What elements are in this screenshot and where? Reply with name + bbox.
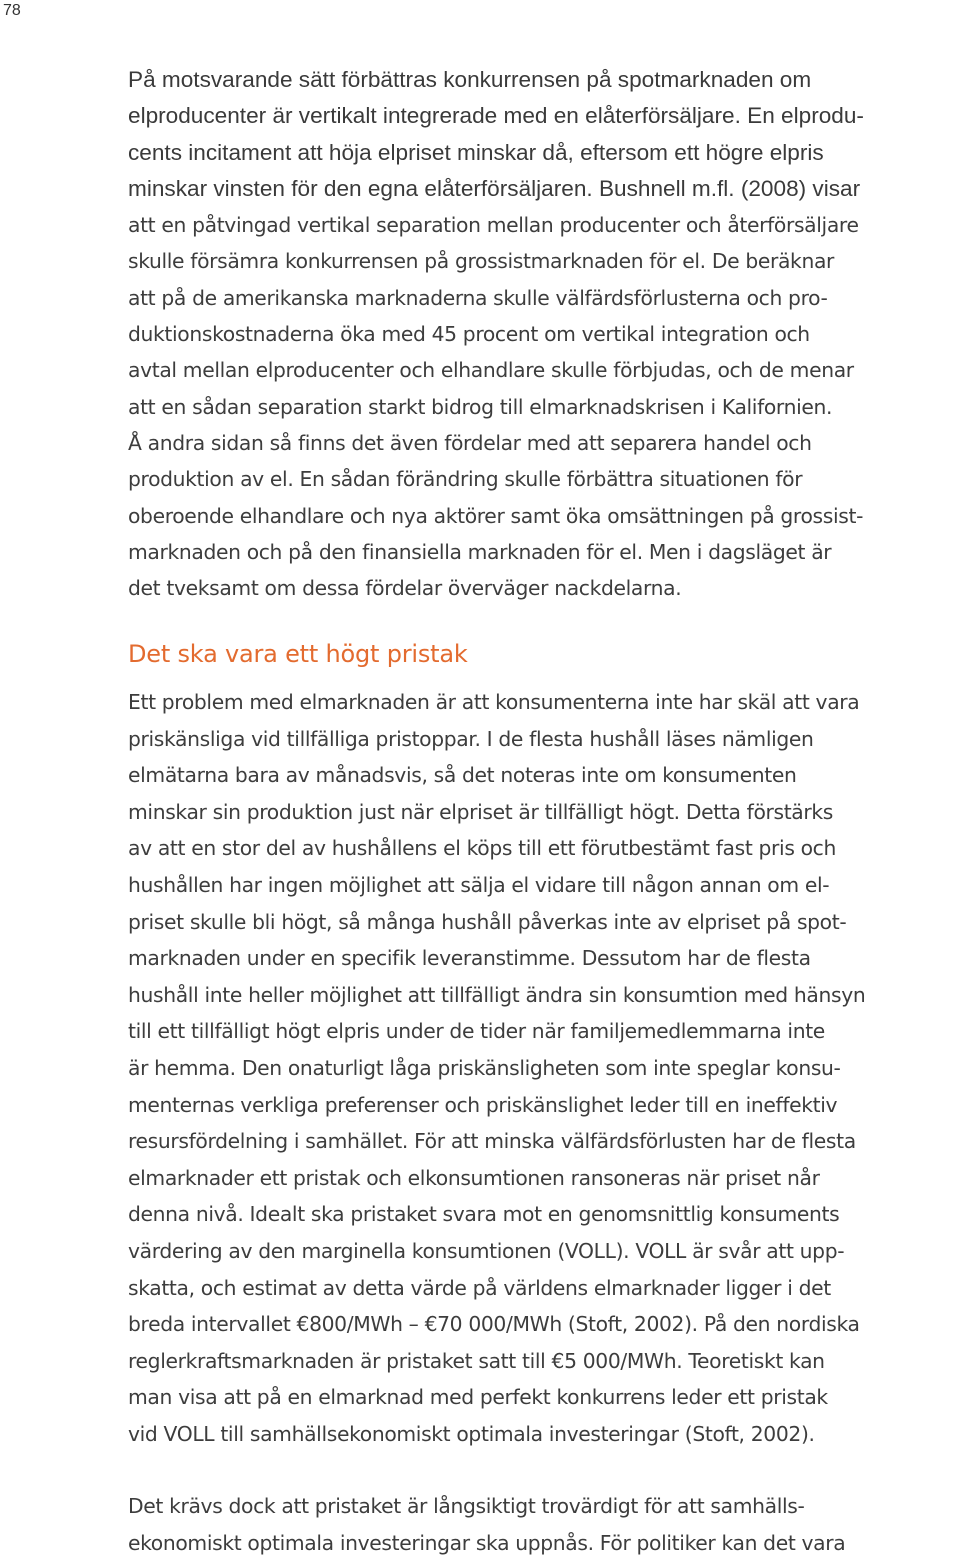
text-line: priset skulle bli högt, så många hushåll påverkas inte av elpriset på spot- [128,909,847,934]
text-line: duktionskostnaderna öka med 45 procent om vertikal integration och [128,322,810,347]
text-line: Ett problem med elmarknaden är att konsumenterna inte har skäl att vara [128,690,860,714]
page-number: 78 [3,2,21,19]
text-line: skulle försämra konkurrensen på grossistmarknaden för el. De beräknar [128,249,835,274]
text-line: oberoende elhandlare och nya aktörer samt öka omsättningen på grossist- [128,503,864,528]
text-line: resursfördelning i samhället. För att minska välfärdsförlusten har de flesta [128,1129,856,1154]
text-line: menternas verkliga preferenser och priskänslighet leder till en ineffektiv [128,1092,838,1117]
text-line: man visa att på en elmarknad med perfekt konkurrens leder ett pristak [128,1385,828,1410]
text-line: marknaden och på den finansiella marknaden för el. Men i dagsläget är [128,539,832,564]
text-line: av att en stor del av hushållens el köps till ett förutbestämt fast pris och [128,836,836,861]
text-line: Å andra sidan så finns det även fördelar med att separera handel och [128,430,812,455]
text-line: marknaden under en specifik leveranstimme. Dessutom har de flesta [128,946,811,971]
text-line: breda intervallet €800/MWh – €70 000/MWh (Stoft, 2002). På den nordiska [128,1312,860,1337]
text-line: är hemma. Den onaturligt låga priskänsligheten som inte speglar konsu- [128,1055,841,1080]
text-line: hushållen har ingen möjlighet att sälja el vidare till någon annan om el- [128,872,830,897]
text-line: Det krävs dock att pristaket är långsiktigt trovärdigt för att samhälls- [128,1494,805,1518]
text-line: avtal mellan elproducenter och elhandlare skulle förbjudas, och de menar [128,358,854,383]
text-line: minskar vinsten för den egna elåterförsäljaren. Bushnell m.fl. (2008) visar [128,175,861,201]
text-line: vid VOLL till samhällsekonomiskt optimala investeringar (Stoft, 2002). [128,1421,815,1446]
section-paragraph [128,684,960,1452]
text-line: att på de amerikanska marknaderna skulle välfärdsförlusterna och pro- [128,285,828,310]
text-line: skatta, och estimat av detta värde på världens elmarknader ligger i det [128,1275,831,1300]
text-line: På motsvarande sätt förbättras konkurrensen på spotmarknaden om [128,67,812,92]
text-line: minskar sin produktion just när elpriset är tillfälligt högt. Detta förstärks [128,799,833,824]
text-line: att en påtvingad vertikal separation mellan producenter och återförsäljare [128,213,859,238]
intro-paragraph [128,62,960,606]
text-line: att en sådan separation starkt bidrog till elmarknadskrisen i Kalifornien. [128,394,833,419]
text-line: ekonomiskt optimala investeringar ska uppnås. För politiker kan det vara [128,1530,846,1555]
text-line: reglerkraftsmarknaden är pristaket satt till €5 000/MWh. Teoretiskt kan [128,1348,825,1373]
text-line: elmätarna bara av månadsvis, så det noteras inte om konsumenten [128,763,797,788]
text-line: elproducenter är vertikalt integrerade med en elåterförsäljare. En elprodu- [128,103,864,129]
section-heading: Det ska vara ett högt pristak [128,640,468,668]
text-line: värdering av den marginella konsumtionen (VOLL). VOLL är svår att upp- [128,1238,845,1263]
text-line: det tveksamt om dessa fördelar överväger nackdelarna. [128,576,682,601]
text-line: produktion av el. En sådan förändring skulle förbättra situationen för [128,467,803,492]
text-line: denna nivå. Idealt ska pristaket svara mot en genomsnittlig konsuments [128,1202,840,1227]
text-line: priskänsliga vid tillfälliga pristoppar. I de flesta hushåll läses nämligen [128,726,814,751]
text-line: cents incitament att höja elpriset minskar då, eftersom ett högre elpris [128,139,824,165]
text-line: elmarknader ett pristak och elkonsumtionen ransoneras när priset når [128,1165,820,1190]
text-line: hushåll inte heller möjlighet att tillfälligt ändra sin konsumtion med hänsyn [128,982,866,1007]
closing-paragraph [128,1488,960,1561]
text-line: till ett tillfälligt högt elpris under de tider när familjemedlemmarna inte [128,1019,825,1044]
